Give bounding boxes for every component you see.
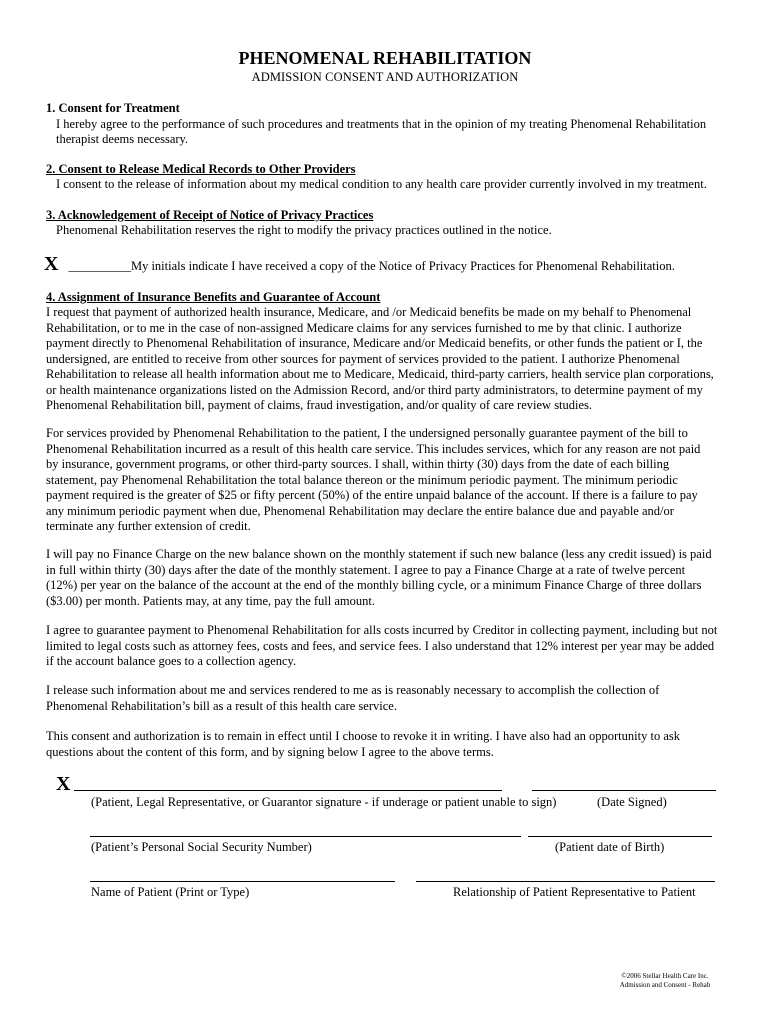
paragraph-finance-charge xyxy=(46,547,712,609)
paragraph-line: I will pay no Finance Charge on the new balance shown on the monthly statement if such new balance (less any credit issued) is paid xyxy=(46,547,712,561)
date-signed-label: (Date Signed) xyxy=(597,795,667,809)
paragraph-line: payment directly to Phenomenal Rehabilitation of insurance, Medicare and/or Medicaid benefits, or other funds the patient or I, the xyxy=(46,336,703,350)
paragraph-line: Phenomenal Rehabilitation incurred as a result of this health care service. This includes services, which for any reason are not paid xyxy=(46,441,701,456)
document-title: PHENOMENAL REHABILITATION xyxy=(238,48,532,68)
copyright-notice: ©2006 Stellar Health Care Inc. xyxy=(621,972,709,980)
paragraph-line: questions about the content of this form, and by signing below I agree to the above terms. xyxy=(46,744,494,759)
section-3-heading: 3. Acknowledgement of Receipt of Notice of Privacy Practices xyxy=(46,208,374,222)
initials-x-mark: X xyxy=(44,253,59,275)
paragraph-line: I request that payment of authorized health insurance, Medicare, and /or Medicaid benefits be made on my behalf to Phenomenal xyxy=(46,305,692,319)
paragraph-guarantee xyxy=(46,426,700,535)
paragraph-line: Rehabilitation, or to me in the case of non-assigned Medicare claims for any services furnished to me by that clinic. I authorize xyxy=(46,320,682,335)
paragraph-line: in full within thirty (30) days after the date of the monthly statement. I agree to pay a Finance Charge at a rate of twelve percent xyxy=(46,562,686,577)
paragraph-line: This consent and authorization is to remain in effect until I choose to revoke it in writing. I have also had an opportunity to ask xyxy=(46,729,680,743)
initials-field[interactable]: __________ xyxy=(68,259,131,273)
paragraph-release-info xyxy=(46,683,659,714)
date-of-birth-line[interactable] xyxy=(528,836,712,837)
ssn-line[interactable] xyxy=(90,836,521,837)
paragraph-line: statement, pay Phenomenal Rehabilitation the total balance thereon or the minimum periodic payment. The minimum periodic xyxy=(46,472,678,487)
paragraph-line: by insurance, government programs, or other third-party sources. I shall, within thirty (30) days from the date of each billing xyxy=(46,457,670,471)
paragraph-line: or health maintenance organizations listed on the Admission Record, and/or third party administrators, to determine payment of my xyxy=(46,382,703,397)
paragraph-revocation xyxy=(46,729,680,760)
paragraph-line: if the account balance goes to a collection agency. xyxy=(46,654,297,668)
signature-label: (Patient, Legal Representative, or Guarantor signature - if underage or patient unable to sign) xyxy=(91,795,557,809)
date-signed-line[interactable] xyxy=(532,790,716,791)
paragraph-line: I release such information about me and services rendered to me as is reasonably necessary to accomplish the collection of xyxy=(46,683,660,697)
signature-x-mark: X xyxy=(56,773,71,795)
paragraph-collection-costs xyxy=(46,623,717,670)
document-subtitle: ADMISSION CONSENT AND AUTHORIZATION xyxy=(251,70,519,84)
ssn-label: (Patient’s Personal Social Security Number) xyxy=(91,840,312,854)
relationship-label: Relationship of Patient Representative to Patient xyxy=(453,885,696,899)
paragraph-line: Rehabilitation to release all health information about me to Medicare, Medicaid, third-party carriers, health service plan corporations, xyxy=(46,367,714,381)
paragraph-line: payment required is the greater of $25 or fifty percent (50%) of the entire unpaid balance of the account. If there is a failure to pay xyxy=(46,488,698,502)
date-of-birth-label: (Patient date of Birth) xyxy=(555,840,665,854)
section-3-line: Phenomenal Rehabilitation reserves the right to modify the privacy practices outlined in the notice. xyxy=(56,223,552,237)
section-1-line: I hereby agree to the performance of such procedures and treatments that in the opinion of my treating Phenomenal Rehabilitation xyxy=(56,117,707,131)
form-name: Admission and Consent - Rehab xyxy=(619,981,711,989)
paragraph-line: I agree to guarantee payment to Phenomenal Rehabilitation for alls costs incurred by Creditor in collecting payment, including but not xyxy=(46,623,718,637)
paragraph-line: For services provided by Phenomenal Rehabilitation to the patient, I the undersigned personally guarantee payment of the bill to xyxy=(46,426,688,440)
relationship-line[interactable] xyxy=(416,881,715,882)
section-2-line: I consent to the release of information about my medical condition to any health care provider currently involved in my treatment. xyxy=(56,177,707,191)
signature-line[interactable] xyxy=(74,790,502,791)
patient-name-line[interactable] xyxy=(90,881,395,882)
section-1-line: therapist deems necessary. xyxy=(56,132,189,146)
paragraph-line: Phenomenal Rehabilitation bill, payment of claims, fraud investigation, and/or quality of care review studies. xyxy=(46,398,593,412)
paragraph-line: ($3.00) per month. Patients may, at any time, pay the full amount. xyxy=(46,593,375,608)
paragraph-line: Phenomenal Rehabilitation’s bill as a result of this health care service. xyxy=(46,698,397,713)
paragraph-line: terminate any further extension of credit. xyxy=(46,519,251,533)
paragraph-insurance xyxy=(46,305,714,414)
paragraph-line: (12%) per year on the balance of the account at the end of the monthly billing cycle, or a minimum Finance Charge of three dollars xyxy=(46,578,702,592)
paragraph-line: limited to legal costs such as attorney fees, costs and fees, and service fees. I also understand that 12% interest per year may be added xyxy=(46,638,715,653)
initials-statement: My initials indicate I have received a copy of the Notice of Privacy Practices for Phenomenal Rehabilitation. xyxy=(130,259,675,273)
section-4-heading: 4. Assignment of Insurance Benefits and Guarantee of Account xyxy=(46,290,381,304)
section-1-heading: 1. Consent for Treatment xyxy=(46,101,180,115)
paragraph-line: undersigned, are entitled to receive from other sources for payment of services provided to the patient. I authorize Phenomenal xyxy=(46,351,680,366)
section-2-heading: 2. Consent to Release Medical Records to Other Providers xyxy=(46,162,356,176)
paragraph-line: any minimum periodic payment when due, Phenomenal Rehabilitation may declare the entire balance due and payable and/or xyxy=(46,503,674,518)
patient-name-label: Name of Patient (Print or Type) xyxy=(91,885,250,899)
initials-row xyxy=(44,253,675,276)
